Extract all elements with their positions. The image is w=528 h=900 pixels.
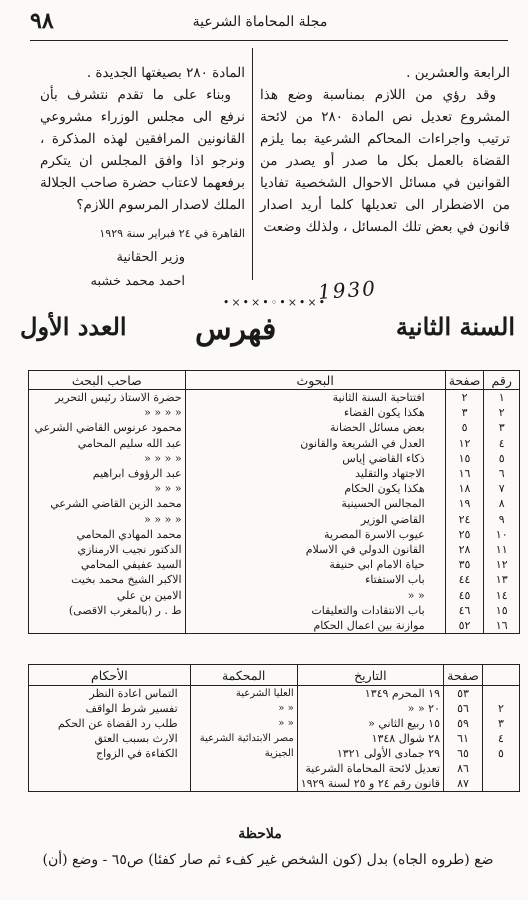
column-header-topic: البحوث <box>185 371 445 390</box>
cell-page: ٣٥ <box>445 557 484 572</box>
column-header-ruling: الأحكام <box>29 665 191 686</box>
cell-author: محمود عرنوس القاضي الشرعي <box>29 420 186 435</box>
cell-author: ط . ر (بالمغرب الاقصى) <box>29 603 186 618</box>
article-left-column <box>40 62 245 294</box>
cell-court: « « <box>190 701 297 716</box>
table-row <box>29 405 520 420</box>
cell-court: مصر الابتدائية الشرعية <box>190 731 297 746</box>
cell-author <box>29 618 186 634</box>
cell-page: ٤٦ <box>445 603 484 618</box>
cell-page: ١٨ <box>445 481 484 496</box>
cell-page: ٢ <box>445 390 484 406</box>
cell-num: ١٤ <box>484 587 520 602</box>
cell-author: « « « <box>29 481 186 496</box>
table-row <box>29 701 520 716</box>
column-header-num: رقم <box>484 371 520 390</box>
cell-topic: القانون الدولي في الاسلام <box>185 542 445 557</box>
cell-court <box>190 761 297 776</box>
cell-topic: عيوب الاسرة المصرية <box>185 527 445 542</box>
notes-line: ضع (طروه الجاه) بدل (كون الشخص غير كفء ثم صار كفئا) ص٦٥ - وضع (أن) <box>42 852 494 868</box>
cell-date: قانون رقم ٢٤ و ٢٥ لسنة ١٩٢٩ <box>297 776 443 792</box>
table-row <box>29 390 520 406</box>
table-row <box>29 527 520 542</box>
table-row <box>29 746 520 761</box>
cell-page: ١٩ <box>445 496 484 511</box>
table-row <box>29 420 520 435</box>
cell-page: ١٥ <box>445 451 484 466</box>
table-header-row <box>29 665 520 686</box>
cell-topic: هكذا يكون الحكام <box>185 481 445 496</box>
cell-page: ٢٥ <box>445 527 484 542</box>
cell-date: ١٥ ربيع الثاني « <box>297 716 443 731</box>
cell-date: ٢٩ جمادى الأولى ١٣٢١ <box>297 746 443 761</box>
cell-author: عبد الرؤوف ابراهيم <box>29 466 186 481</box>
cell-topic: حياة الامام ابي حنيفة <box>185 557 445 572</box>
cell-topic: المجالس الحسينية <box>185 496 445 511</box>
article-paragraph: وبناء على ما تقدم نتشرف بأن نرفع الى مجلس الوزراء مشروعي القانونين المرافقين لهذه المذكرة ، ونرجو اذا وافق المجلس ان يتكرم برفعهما لاعتاب حضرة صاحب الجلالة الملك لاصدار المرسوم اللازم؟ <box>40 87 245 213</box>
column-header-page: صفحة <box>445 371 484 390</box>
cell-author: « « « « <box>29 405 186 420</box>
date-line: القاهرة في ٢٤ فبراير سنة ١٩٢٩ <box>99 227 245 240</box>
cell-topic: بعض مسائل الحضانة <box>185 420 445 435</box>
cell-page: ٥٣ <box>444 686 483 702</box>
page-number: ٩٨ <box>30 8 54 34</box>
cell-num: ١٥ <box>484 603 520 618</box>
cell-date: تعديل لائحة المحاماة الشرعية <box>297 761 443 776</box>
cell-court: الجيزية <box>190 746 297 761</box>
cell-num: ٢ <box>483 701 520 716</box>
cell-num: ٧ <box>484 481 520 496</box>
cell-num: ٩ <box>484 512 520 527</box>
table-row <box>29 761 520 776</box>
table-row <box>29 572 520 587</box>
cell-num: ٢ <box>484 405 520 420</box>
cell-author: « « « « <box>29 451 186 466</box>
cell-page: ٤٥ <box>445 587 484 602</box>
cell-num <box>483 686 520 702</box>
cell-ruling: الكفاءة في الزواج <box>29 746 191 761</box>
issue-title: العدد الأول <box>20 312 127 341</box>
cell-date: ٢٠ « « <box>297 701 443 716</box>
table-row <box>29 466 520 481</box>
minister-title: وزير الحقانية <box>116 250 185 265</box>
cell-num: ٨ <box>484 496 520 511</box>
cell-num <box>483 776 520 792</box>
cell-author: الدكتور نجيب الارمنازي <box>29 542 186 557</box>
cell-topic: العدل في الشريعة والقانون <box>185 436 445 451</box>
cell-topic: افتتاحية السنة الثانية <box>185 390 445 406</box>
cell-ruling: طلب رد القضاة عن الحكم <box>29 716 191 731</box>
cell-page: ٨٧ <box>444 776 483 792</box>
cell-author: « « « « <box>29 512 186 527</box>
cell-page: ٥ <box>445 420 484 435</box>
cell-num: ١١ <box>484 542 520 557</box>
cell-page: ٣ <box>445 405 484 420</box>
cell-page: ٥٦ <box>444 701 483 716</box>
table-row <box>29 512 520 527</box>
handwritten-year: 1930 <box>317 275 378 305</box>
cell-page: ٥٢ <box>445 618 484 634</box>
cell-ruling <box>29 776 191 792</box>
cell-num: ٤ <box>484 436 520 451</box>
table-row <box>29 603 520 618</box>
cell-num: ١٢ <box>484 557 520 572</box>
cell-date: ١٩ المحرم ١٣٤٩ <box>297 686 443 702</box>
notes-title: ملاحظة <box>238 826 282 842</box>
table-row <box>29 716 520 731</box>
cell-author: السيد عفيفي المحامي <box>29 557 186 572</box>
cell-num: ١٣ <box>484 572 520 587</box>
table-row <box>29 776 520 792</box>
cell-num: ٦ <box>484 466 520 481</box>
cell-num <box>483 761 520 776</box>
table-row <box>29 496 520 511</box>
cell-author: الامين بن علي <box>29 587 186 602</box>
cell-num: ٣ <box>484 420 520 435</box>
cell-date: ٢٨ شوال ١٣٤٨ <box>297 731 443 746</box>
cell-topic: موازنة بين اعمال الحكام <box>185 618 445 634</box>
rulings-index-table <box>28 664 520 792</box>
article-right-column <box>260 62 510 238</box>
cell-num: ١٦ <box>484 618 520 634</box>
cell-topic: باب الانتقادات والتعليقات <box>185 603 445 618</box>
table-row <box>29 587 520 602</box>
cell-topic: هكذا يكون القضاء <box>185 405 445 420</box>
column-header-date: التاريخ <box>297 665 443 686</box>
cell-page: ٦٥ <box>444 746 483 761</box>
table-row <box>29 731 520 746</box>
research-index-table <box>28 370 520 634</box>
cell-court: « « <box>190 716 297 731</box>
cell-ruling: الارث بسبب العتق <box>29 731 191 746</box>
cell-topic: باب الاستفتاء <box>185 572 445 587</box>
cell-num: ٣ <box>483 716 520 731</box>
cell-ruling: تفسير شرط الواقف <box>29 701 191 716</box>
table-row <box>29 557 520 572</box>
minister-name: احمد محمد خشبه <box>90 274 185 289</box>
table-row <box>29 481 520 496</box>
cell-topic: « « <box>185 587 445 602</box>
article-paragraph: وقد رؤي من اللازم بمناسبة وضع هذا المشروع تعديل نص المادة ٢٨٠ من لائحة ترتيب واجراءات المحاكم الشرعية بما يلزم القضاة بالعمل بكل ما صدر أو يصدر من القوانين في مسائل الاحوال الشخصية تفاديا من الاضطرار الى تعديلها كلما أريد اصدار قانون في بعض تلك المسائل ، ولذلك وضعت <box>260 87 510 235</box>
cell-ruling: التماس اعادة النظر <box>29 686 191 702</box>
table-row <box>29 686 520 702</box>
table-row <box>29 542 520 557</box>
cell-court: العليا الشرعية <box>190 686 297 702</box>
cell-court <box>190 776 297 792</box>
cell-page: ٨٦ <box>444 761 483 776</box>
year-title: السنة الثانية <box>395 312 515 341</box>
column-header-page: صفحة <box>444 665 483 686</box>
table-header-row <box>29 371 520 390</box>
cell-author: الاكبر الشيخ محمد بخيت <box>29 572 186 587</box>
cell-page: ٢٤ <box>445 512 484 527</box>
cell-num: ٥ <box>484 451 520 466</box>
cell-page: ١٦ <box>445 466 484 481</box>
cell-page: ٤٤ <box>445 572 484 587</box>
table-row <box>29 451 520 466</box>
cell-num: ٤ <box>483 731 520 746</box>
cell-author: حضرة الاستاذ رئيس التحرير <box>29 390 186 406</box>
cell-author: محمد الزين القاضي الشرعي <box>29 496 186 511</box>
column-header-court: المحكمة <box>190 665 297 686</box>
cell-page: ٢٨ <box>445 542 484 557</box>
cell-author: عبد الله سليم المحامي <box>29 436 186 451</box>
cell-num: ٥ <box>483 746 520 761</box>
journal-title: مجلة المحاماة الشرعية <box>192 14 328 30</box>
column-header-author: صاحب البحث <box>29 371 186 390</box>
table-row <box>29 436 520 451</box>
cell-page: ٦١ <box>444 731 483 746</box>
column-header-num <box>483 665 520 686</box>
cell-topic: الاجتهاد والتقليد <box>185 466 445 481</box>
header-rule <box>30 40 508 41</box>
article-paragraph: الرابعة والعشرين . <box>406 65 510 81</box>
cell-topic: ذكاء القاضي إياس <box>185 451 445 466</box>
index-title: فهرس <box>195 312 277 347</box>
cell-page: ١٢ <box>445 436 484 451</box>
index-titles <box>20 312 515 354</box>
ornament-divider: •×•×•◦•×•×• <box>222 296 328 309</box>
column-divider <box>252 48 253 280</box>
cell-num: ١ <box>484 390 520 406</box>
article-paragraph: المادة ٢٨٠ بصيغتها الجديدة . <box>86 65 245 81</box>
cell-ruling <box>29 761 191 776</box>
cell-page: ٥٩ <box>444 716 483 731</box>
cell-num: ١٠ <box>484 527 520 542</box>
cell-author: محمد المهادي المحامي <box>29 527 186 542</box>
cell-topic: القاضي الوزير <box>185 512 445 527</box>
table-row <box>29 618 520 634</box>
